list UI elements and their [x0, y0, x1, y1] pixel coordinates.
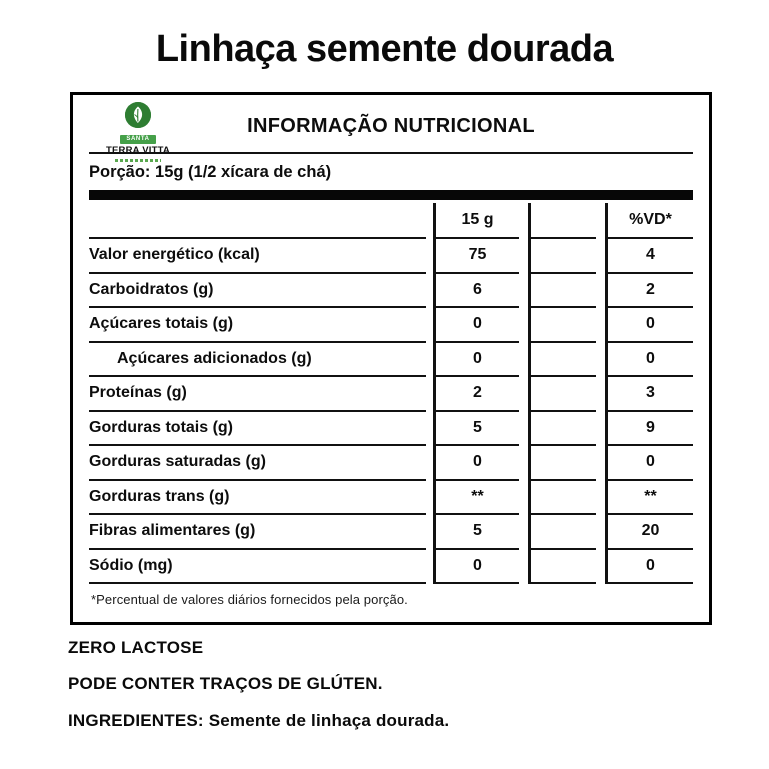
row-dv-value: 0: [605, 550, 693, 585]
row-label: Gorduras totais (g): [89, 412, 426, 447]
row-dv-value: 4: [605, 239, 693, 274]
column-header-amount: 15 g: [433, 203, 519, 239]
table-row: [89, 239, 693, 274]
row-dv-value: 0: [605, 343, 693, 378]
table-row: [89, 550, 693, 585]
table-row: [89, 377, 693, 412]
claim-zero-lactose: ZERO LACTOSE: [68, 638, 204, 657]
row-dv-value: 3: [605, 377, 693, 412]
table-row: [89, 308, 693, 343]
row-amount-value: 0: [433, 446, 519, 481]
page-title: Linhaça semente dourada: [155, 28, 614, 70]
row-amount-value: 0: [433, 308, 519, 343]
row-label: Gorduras saturadas (g): [89, 446, 426, 481]
row-label: Sódio (mg): [89, 550, 426, 585]
logo-tagline: [115, 159, 161, 162]
logo-brand-name: TERRA VITTA: [106, 145, 170, 156]
nutrition-header-title: INFORMAÇÃO NUTRICIONAL: [247, 115, 535, 137]
brand-logo: [101, 102, 175, 162]
row-dv-value: 0: [605, 446, 693, 481]
row-spacer-cell: [528, 481, 596, 516]
row-spacer-cell: [528, 412, 596, 447]
extra-info: [68, 638, 729, 747]
table-row: [89, 515, 693, 550]
footnote: *Percentual de valores diários fornecidos pela porção.: [91, 592, 408, 607]
row-label: Açúcares adicionados (g): [89, 343, 426, 378]
column-header-dv: %VD*: [605, 203, 693, 239]
row-dv-value: 2: [605, 274, 693, 309]
allergen-warning: PODE CONTER TRAÇOS DE GLÚTEN.: [68, 674, 383, 694]
row-spacer-cell: [528, 550, 596, 585]
row-dv-value: 9: [605, 412, 693, 447]
row-spacer-cell: [528, 308, 596, 343]
row-label: Açúcares totais (g): [89, 308, 426, 343]
row-amount-value: 2: [433, 377, 519, 412]
table-row: [89, 274, 693, 309]
row-label: Carboidratos (g): [89, 274, 426, 309]
row-spacer-cell: [528, 274, 596, 309]
ingredients-text: INGREDIENTES: Semente de linhaça dourada.: [68, 710, 450, 730]
row-spacer-cell: [528, 239, 596, 274]
row-spacer-cell: [528, 343, 596, 378]
logo-badge-text: SANTA: [120, 135, 155, 144]
portion-text: Porção: 15g (1/2 xícara de chá): [89, 163, 332, 181]
row-amount-value: 6: [433, 274, 519, 309]
row-spacer-cell: [528, 446, 596, 481]
table-row: [89, 343, 693, 378]
row-dv-value: 20: [605, 515, 693, 550]
row-label: Proteínas (g): [89, 377, 426, 412]
row-amount-value: 0: [433, 550, 519, 585]
header-label-spacer: [89, 203, 426, 239]
table-row: [89, 446, 693, 481]
row-amount-value: **: [433, 481, 519, 516]
row-label: Fibras alimentares (g): [89, 515, 426, 550]
row-amount-value: 5: [433, 412, 519, 447]
panel-header: [89, 101, 693, 154]
header-spacer-cell: [528, 203, 596, 239]
row-label: Gorduras trans (g): [89, 481, 426, 516]
row-amount-value: 0: [433, 343, 519, 378]
row-dv-value: 0: [605, 308, 693, 343]
row-spacer-cell: [528, 377, 596, 412]
row-amount-value: 75: [433, 239, 519, 274]
table-header-row: [89, 203, 693, 239]
table-row: [89, 481, 693, 516]
row-dv-value: **: [605, 481, 693, 516]
table-row: [89, 412, 693, 447]
nutrition-rows: [89, 239, 693, 584]
row-amount-value: 5: [433, 515, 519, 550]
row-label: Valor energético (kcal): [89, 239, 426, 274]
nutrition-panel: [70, 92, 712, 625]
leaf-icon: [125, 102, 151, 128]
table-top-bar: [89, 190, 693, 200]
row-spacer-cell: [528, 515, 596, 550]
